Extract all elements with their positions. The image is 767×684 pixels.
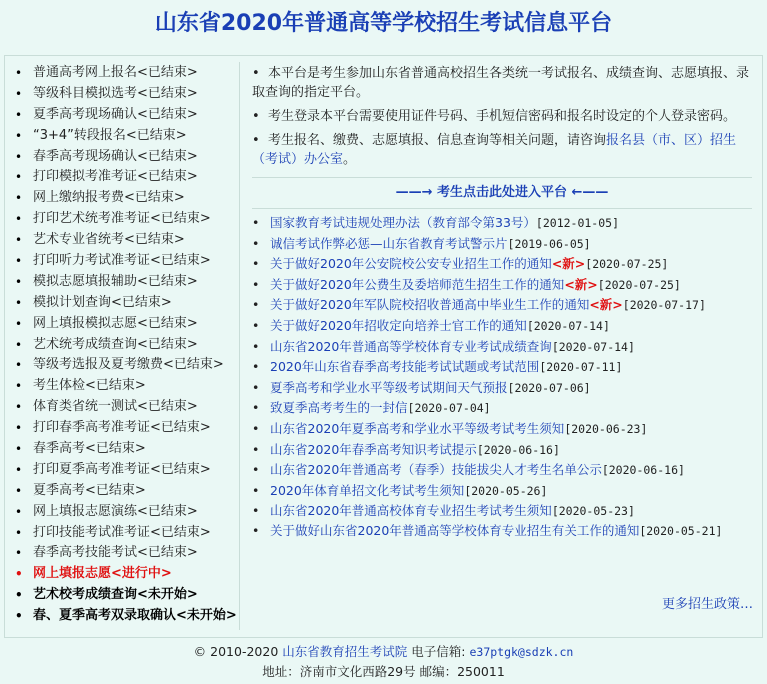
consult-office-link[interactable]: 报名县（市、区）招生（考试）办公室 — [252, 133, 736, 167]
news-title-link[interactable]: 诚信考试作弊必惩—山东省教育考试警示片 — [270, 235, 508, 251]
menu-item-label: 打印技能考试准考证<已结束> — [33, 524, 211, 540]
new-badge: <新> — [564, 276, 598, 292]
news-date: [2020-06-16] — [601, 463, 685, 478]
menu-item[interactable] — [15, 418, 235, 439]
bullet: • — [15, 462, 23, 477]
bullet: • — [15, 316, 23, 331]
menu-item-label: 艺术统考成绩查询<已结束> — [33, 336, 198, 352]
news-item — [252, 440, 752, 461]
news-date: [2020-05-21] — [639, 523, 723, 538]
bullet: • — [15, 337, 23, 352]
menu-item[interactable] — [15, 147, 235, 168]
bullet: • — [252, 133, 260, 148]
menu-item[interactable] — [15, 543, 235, 564]
news-list — [252, 213, 752, 540]
enter-platform-button[interactable]: ——→ 考生点击此处进入平台 ←—— — [252, 177, 752, 209]
news-title-link[interactable]: 致夏季高考考生的一封信 — [270, 400, 408, 416]
news-date: [2020-05-26] — [464, 483, 548, 498]
bullet: • — [252, 359, 260, 375]
menu-item[interactable] — [15, 105, 235, 126]
org-link[interactable]: 山东省教育招生考试院 — [282, 644, 408, 659]
news-title-link[interactable]: 山东省2020年普通高等学校体育专业考试成绩查询 — [270, 338, 552, 354]
bullet: • — [15, 66, 23, 80]
menu-item-label: 体育类省统一测试<已结束> — [33, 399, 198, 415]
bullet: • — [15, 567, 23, 582]
news-item — [252, 213, 752, 234]
news-item — [252, 460, 752, 481]
bullet: • — [252, 256, 260, 272]
bullet: • — [252, 503, 260, 519]
bullet: • — [15, 212, 23, 227]
bullet: • — [15, 86, 23, 101]
news-item — [252, 501, 752, 522]
menu-item-label: 模拟志愿填报辅助<已结束> — [33, 273, 198, 289]
email-label: 电子信箱: — [411, 644, 466, 659]
bullet: • — [252, 522, 260, 538]
bullet: • — [15, 588, 23, 603]
news-item — [252, 337, 752, 358]
footer-line-1 — [0, 642, 767, 662]
menu-item-label: 考生体检<已结束> — [33, 378, 146, 394]
bullet: • — [15, 191, 23, 206]
menu-item-label: 网上填报模拟志愿<已结束> — [33, 315, 198, 331]
intro-text — [252, 64, 752, 169]
copyright: © 2010-2020 — [193, 644, 279, 659]
bullet: • — [252, 276, 260, 292]
menu-item-label: 普通高考网上报名<已结束> — [33, 65, 198, 80]
news-title-link[interactable]: 关于做好2020年公费生及委培师范生招生工作的通知 — [270, 276, 565, 292]
menu-item[interactable] — [15, 460, 235, 481]
menu-item[interactable] — [15, 167, 235, 188]
news-date: [2012-01-05] — [535, 216, 620, 230]
menu-item[interactable] — [15, 335, 235, 356]
news-date: [2019-06-05] — [507, 236, 591, 251]
news-item — [252, 357, 752, 378]
news-date: [2020-07-17] — [622, 298, 706, 313]
bullet: • — [15, 421, 23, 436]
menu-item[interactable] — [15, 355, 235, 376]
page-title: 山东省2020年普通高等学校招生考试信息平台 — [154, 11, 613, 36]
bullet: • — [252, 109, 260, 124]
news-item — [252, 275, 752, 296]
menu-item[interactable] — [15, 63, 235, 84]
intro-paragraph-2: • 考生登录本平台需要使用证件号码、手机短信密码和报名时设定的个人登录密码。 — [252, 109, 736, 124]
bullet: • — [15, 483, 23, 498]
bullet: • — [15, 254, 23, 269]
bullet: • — [252, 235, 260, 251]
menu-item[interactable] — [15, 230, 235, 251]
bullet: • — [15, 546, 23, 561]
news-item — [252, 295, 752, 316]
news-date: [2020-06-23] — [564, 421, 648, 436]
menu-item-label: 网上缴纳报考费<已结束> — [33, 190, 185, 206]
news-item — [252, 316, 752, 337]
menu-item[interactable] — [15, 606, 235, 627]
bullet: • — [252, 297, 260, 313]
news-item — [252, 254, 752, 275]
bullet: • — [15, 504, 23, 519]
bullet: • — [15, 400, 23, 415]
menu-item-label: 春季高考技能考试<已结束> — [33, 545, 198, 561]
menu-item[interactable] — [15, 585, 235, 606]
bullet: • — [15, 233, 23, 248]
menu-item-label: 打印模拟考准考证<已结束> — [33, 169, 198, 185]
email-link[interactable]: e37ptgk@sdzk.cn — [469, 645, 574, 659]
news-title-link[interactable]: 2020年体育单招文化考试考生须知 — [270, 482, 465, 498]
news-title-link[interactable]: 夏季高考和学业水平等级考试期间天气预报 — [270, 379, 508, 395]
menu-item-label: 夏季高考<已结束> — [33, 482, 146, 498]
news-title-link[interactable]: 山东省2020年普通高校体育专业招生考试考生须知 — [270, 503, 552, 519]
menu-item[interactable] — [15, 272, 235, 293]
news-title-link[interactable]: 关于做好2020年招收定向培养士官工作的通知 — [270, 317, 527, 333]
bullet: • — [15, 170, 23, 185]
footer — [0, 642, 767, 682]
news-date: [2020-07-11] — [539, 360, 623, 375]
menu-item[interactable] — [15, 397, 235, 418]
news-date: [2020-07-14] — [551, 339, 635, 354]
menu-item[interactable] — [15, 564, 235, 585]
bullet: • — [15, 274, 23, 289]
news-title-link[interactable]: 山东省2020年夏季高考和学业水平等级考试考生须知 — [270, 420, 565, 436]
bullet: • — [252, 66, 260, 81]
intro-paragraph-1: • 本平台是考生参加山东省普通高校招生各类统一考试报名、成绩查询、志愿填报、录取查询的指定平台。 — [252, 66, 749, 100]
menu-item[interactable] — [15, 188, 235, 209]
bullet: • — [252, 420, 260, 436]
menu-item-label: 等级科目模拟选考<已结束> — [33, 85, 198, 101]
news-date: [2020-07-25] — [597, 277, 681, 292]
bullet: • — [15, 295, 23, 310]
menu-item-label: 夏季高考现场确认<已结束> — [33, 106, 198, 122]
more-policies-link[interactable]: 更多招生政策… — [661, 597, 753, 612]
menu-item-label: 打印听力考试准考证<已结束> — [33, 253, 211, 269]
menu-item-label: 春季高考<已结束> — [33, 441, 146, 457]
bullet: • — [15, 107, 23, 122]
menu-item[interactable] — [15, 439, 235, 460]
news-title-link[interactable]: 山东省2020年普通高考（春季）技能拔尖人才考生名单公示 — [270, 462, 602, 478]
menu-item[interactable] — [15, 502, 235, 523]
bullet: • — [15, 379, 23, 394]
bullet: • — [252, 215, 260, 230]
news-title-link[interactable]: 山东省2020年春季高考知识考试提示 — [270, 441, 477, 457]
right-panel — [252, 64, 752, 540]
news-date: [2020-07-06] — [507, 380, 591, 395]
news-date: [2020-05-23] — [551, 504, 635, 519]
bullet: • — [15, 358, 23, 373]
menu-item[interactable] — [15, 314, 235, 335]
bullet: • — [252, 317, 260, 333]
menu-item-label: 打印艺术统考准考证<已结束> — [33, 211, 211, 227]
news-date: [2020-07-25] — [585, 257, 669, 272]
menu-item[interactable] — [15, 523, 235, 544]
menu-item[interactable] — [15, 209, 235, 230]
news-item — [252, 398, 752, 419]
bullet: • — [15, 149, 23, 164]
menu-item-label: 打印夏季高考准考证<已结束> — [33, 461, 211, 477]
menu-item-label: “3+4”转段报名<已结束> — [33, 127, 187, 143]
bullet: • — [252, 482, 260, 498]
column-divider — [239, 62, 240, 630]
menu-item[interactable] — [15, 126, 235, 147]
news-item — [252, 419, 752, 440]
bullet: • — [15, 525, 23, 540]
news-title-link[interactable]: 国家教育考试违规处理办法（教育部令第33号） — [270, 215, 536, 230]
menu-item-label: 春季高考现场确认<已结束> — [33, 148, 198, 164]
menu-item-label: 春、夏季高考双录取确认<未开始> — [33, 608, 237, 624]
menu-item-label: 网上填报志愿<进行中> — [33, 566, 172, 582]
bullet: • — [252, 462, 260, 478]
menu-item-label: 艺术专业省统考<已结束> — [33, 232, 185, 248]
menu-item-label: 模拟计划查询<已结束> — [33, 294, 172, 310]
menu-item-label: 打印春季高考准考证<已结束> — [33, 420, 211, 436]
menu-item-label: 艺术校考成绩查询<未开始> — [33, 587, 198, 603]
left-menu — [15, 63, 235, 627]
news-item — [252, 378, 752, 399]
bullet: • — [252, 400, 260, 416]
bullet: • — [15, 442, 23, 457]
news-item — [252, 234, 752, 255]
menu-item-label: 网上填报志愿演练<已结束> — [33, 503, 198, 519]
bullet: • — [15, 128, 23, 143]
menu-item[interactable] — [15, 251, 235, 272]
news-item — [252, 522, 752, 540]
news-date: [2020-07-14] — [526, 318, 610, 333]
news-date: [2020-06-16] — [476, 442, 560, 457]
new-badge: <新> — [551, 256, 586, 272]
bullet: • — [252, 379, 260, 395]
news-title-link[interactable]: 关于做好山东省2020年普通高等学校体育专业招生有关工作的通知 — [270, 522, 640, 538]
news-title-link[interactable]: 关于做好2020年公安院校公安专业招生工作的通知 — [270, 256, 552, 272]
footer-address: 地址：济南市文化西路29号 邮编：250011 — [262, 664, 505, 679]
bullet: • — [15, 609, 23, 624]
news-title-link[interactable]: 关于做好2020年军队院校招收普通高中毕业生工作的通知 — [270, 297, 590, 313]
bullet: • — [252, 338, 260, 354]
bullet: • — [252, 441, 260, 457]
menu-item[interactable] — [15, 84, 235, 105]
menu-item[interactable] — [15, 481, 235, 502]
news-date: [2020-07-04] — [407, 401, 491, 416]
new-badge: <新> — [589, 297, 623, 313]
news-title-link[interactable]: 2020年山东省春季高考技能考试试题或考试范围 — [270, 359, 540, 375]
menu-item-label: 等级考选报及夏考缴费<已结束> — [33, 357, 224, 373]
menu-item[interactable] — [15, 293, 235, 314]
menu-item[interactable] — [15, 376, 235, 397]
intro-paragraph-3: • 考生报名、缴费、志愿填报、信息查询等相关问题，请咨询报名县（市、区）招生（考试）办公室。 — [252, 133, 736, 167]
news-item — [252, 481, 752, 502]
